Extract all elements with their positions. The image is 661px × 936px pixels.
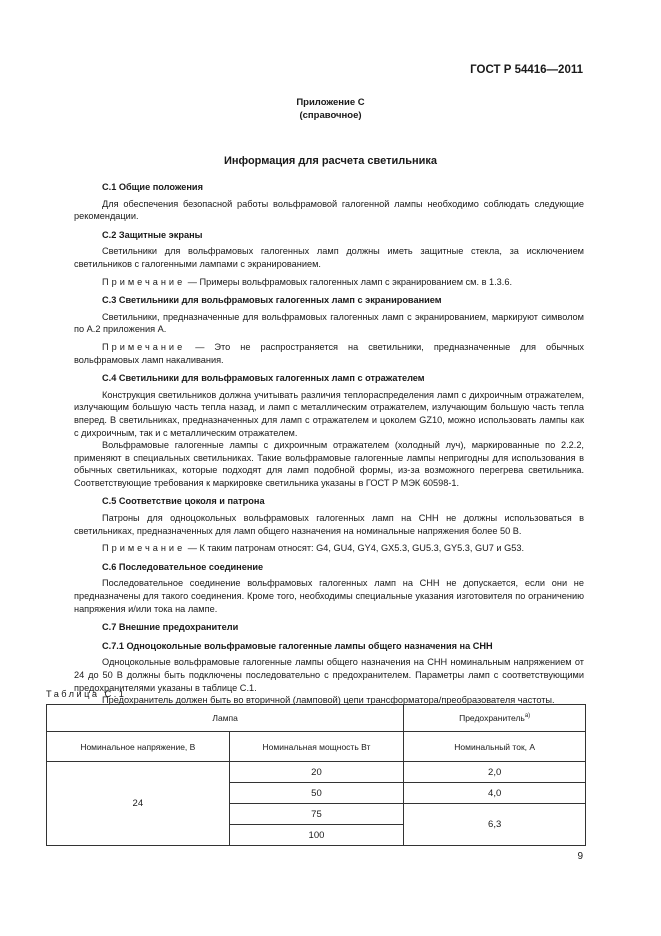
page-title: Информация для расчета светильника	[223, 155, 438, 167]
note-label: Примечание	[102, 543, 186, 554]
annex-header	[0, 96, 661, 122]
note-label: Примечание	[102, 341, 186, 352]
document-body	[74, 181, 584, 707]
cell-power: 100	[229, 825, 404, 846]
paragraph: Светильники для вольфрамовых галогенных ламп должны иметь защитные стекла, за исключением светильников с галогенными лампами с экранированием.	[74, 246, 584, 269]
paragraph: Вольфрамовые галогенные лампы с дихроичным отражателем (холодный луч), маркированные по 2.2.2, применяют в специальных светильниках. Такие вольфрамовые галогенные лампы непригодны для использования в обычных светильниках, которые подходят для ламп подобной формы, из-за возможного перегрева светильника. Соответствующие требования к маркировке светильника указаны в ГОСТ Р МЭК 60598-1.	[74, 440, 584, 488]
col-voltage: Номинальное напряжение, В	[47, 732, 230, 762]
cell-current: 2,0	[404, 762, 586, 783]
section-heading: С.4 Светильники для вольфрамовых галогенных ламп с отражателем	[102, 373, 425, 384]
cell-power: 50	[229, 783, 404, 804]
cell-power: 20	[229, 762, 404, 783]
note	[74, 341, 584, 366]
header-lamp: Лампа	[47, 705, 404, 732]
note-text: — Это не распространяется на светильники, предназначенные для обычных вольфрамовых ламп накаливания.	[74, 341, 584, 365]
col-power: Номинальная мощность Вт	[229, 732, 404, 762]
section-heading: С.6 Последовательное соединение	[102, 561, 264, 572]
paragraph: Последовательное соединение вольфрамовых галогенных ламп на СНН не допускается, если они не предназначены для такого соединения. Кроме того, необходимы специальные указания изготовителя по ограничению напряжения и/или тока на лампе.	[74, 578, 584, 614]
annex-label: Приложение С	[296, 97, 365, 108]
col-current: Номинальный ток, А	[404, 732, 586, 762]
section-heading: С.2 Защитные экраны	[102, 229, 203, 240]
annex-type: (справочное)	[299, 110, 362, 121]
header-fuse-label: Предохранитель	[459, 713, 525, 723]
paragraph: Конструкция светильников должна учитывать различия теплораспределения ламп с дихроичным отражателем, излучающим большую часть тепла назад, и ламп с металлическим отражателем, излучающим большую часть тепла вперед. В светильниках, предназначенных для ламп с отражателем и цоколем GZ10, можно использовать лампы как с дихроичным, так и с металлическим отражателем.	[74, 389, 584, 438]
note	[74, 542, 584, 555]
section-heading: С.3 Светильники для вольфрамовых галогенных ламп с экранированием	[102, 295, 442, 306]
standard-number: ГОСТ Р 54416—2011	[470, 64, 583, 76]
section-heading: С.5 Соответствие цоколя и патрона	[102, 496, 265, 507]
paragraph: Патроны для одноцокольных вольфрамовых галогенных ламп на СНН не должны использоваться в светильниках, предназначенных для ламп общего назначения на номинальные напряжения более 50 В.	[74, 513, 584, 536]
fuse-table	[46, 704, 586, 846]
note-text: — К таким патронам относят: G4, GU4, GY4, GX5.3, GU5.3, GY5.3, GU7 и G53.	[185, 543, 525, 554]
header-fuse	[404, 705, 586, 732]
note	[74, 276, 584, 289]
paragraph: Для обеспечения безопасной работы вольфрамовой галогенной лампы необходимо соблюдать следующие рекомендации.	[74, 198, 584, 222]
paragraph: Предохранитель должен быть во вторичной (ламповой) цепи трансформатора/преобразователя частоты.	[102, 695, 555, 706]
note-label: Примечание	[102, 276, 186, 287]
paragraph: Светильники, предназначенные для вольфрамовых галогенных ламп с экранированием, маркируют символом по А.2 приложения А.	[74, 311, 584, 335]
paragraph: Одноцокольные вольфрамовые галогенные лампы общего назначения на СНН номинальным напряжением от 24 до 50 В должны быть подключены последовательно с предохранителем. Параметры ламп с соответствующими предохранителями указаны в таблице С.1.	[74, 657, 584, 693]
table-caption: Таблица С.1	[46, 689, 127, 699]
cell-current: 6,3	[404, 804, 586, 846]
cell-power: 75	[229, 804, 404, 825]
cell-voltage: 24	[47, 762, 230, 846]
note-text: — Примеры вольфрамовых галогенных ламп с экранированием см. в 1.3.6.	[185, 276, 512, 287]
header-fuse-note: а)	[524, 713, 531, 720]
section-heading: С.7 Внешние предохранители	[102, 622, 239, 633]
subsection-heading: С.7.1 Одноцокольные вольфрамовые галогенные лампы общего назначения на СНН	[102, 640, 493, 651]
cell-current: 4,0	[404, 783, 586, 804]
page-number: 9	[577, 851, 583, 862]
section-heading: С.1 Общие положения	[102, 182, 203, 192]
